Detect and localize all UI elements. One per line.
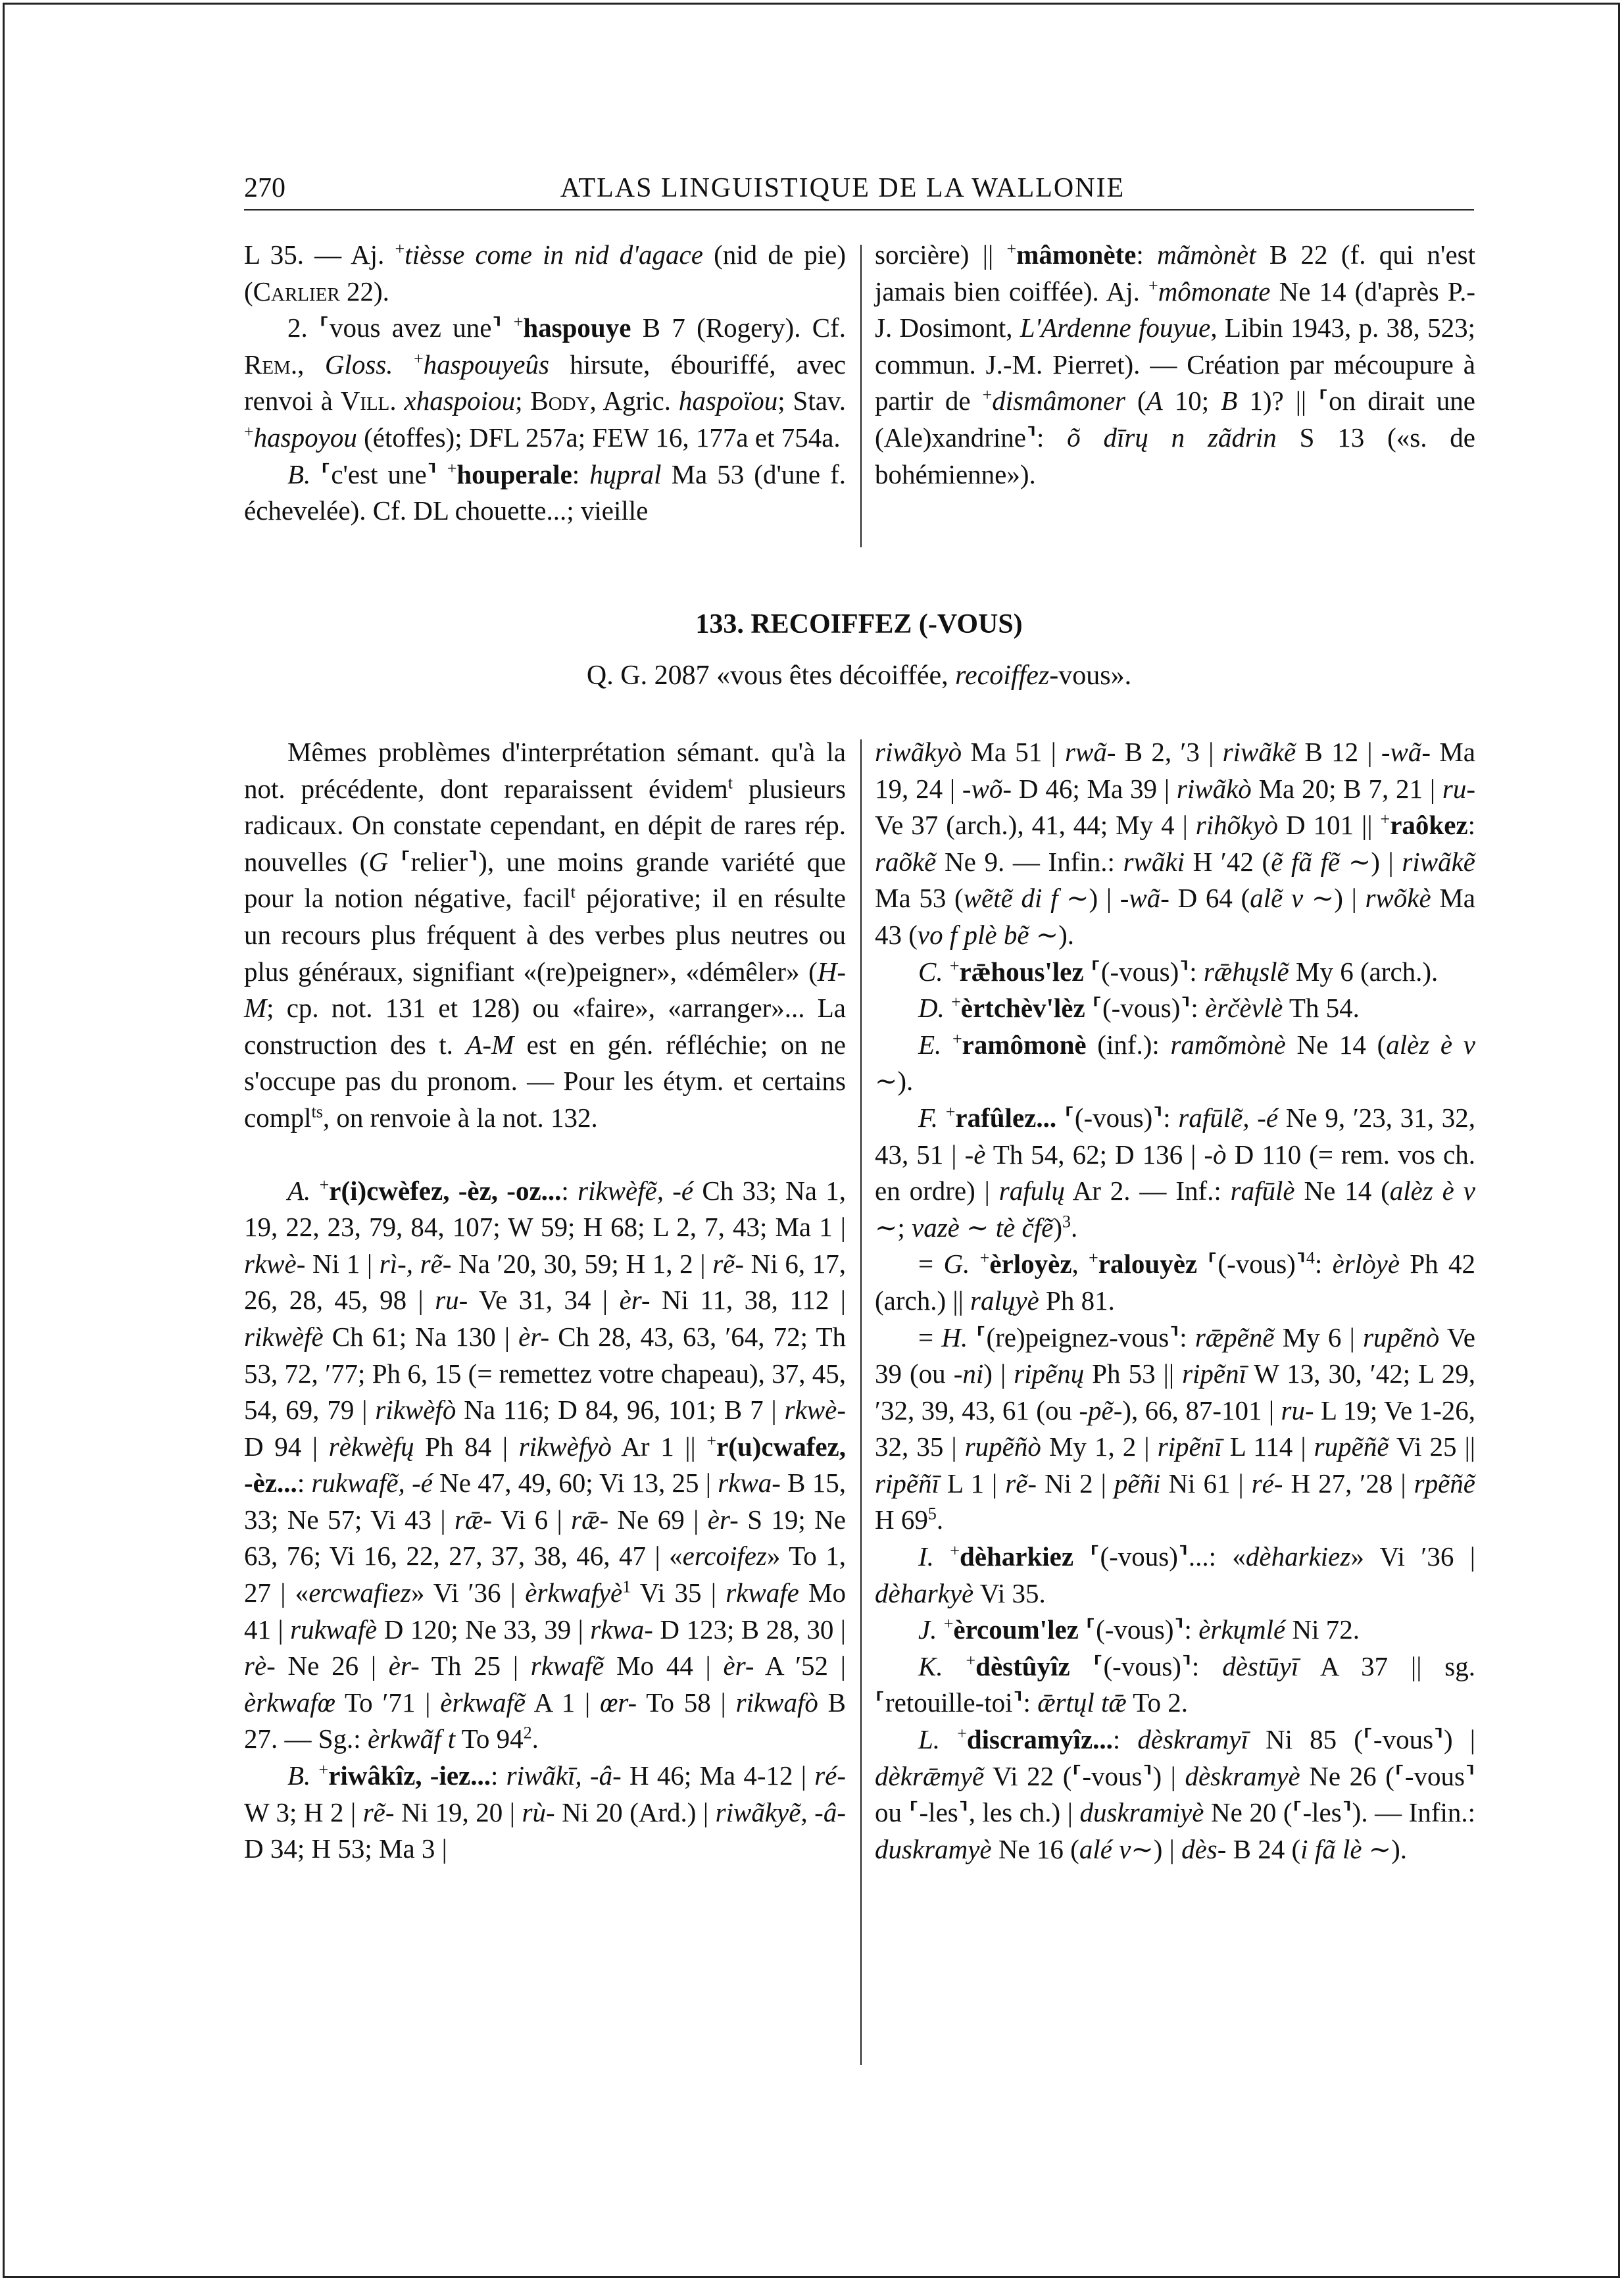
paragraph: 2. ⸢vous avez une⸣ +haspouye B 7 (Rogery). Cf. Rem., Gloss. +haspouyeûs hirsute, ébouriffé, avec renvoi à Vill. xhaspoiou; Body, Agric. haspoïou; Stav. +haspoyou (étoffes); DFL 257a; FEW 16, 177a et 754a. [244, 312, 847, 453]
paragraph: F. +rafûlez... ⸢(-vous)⸣: rafūlẽ, -é Ne 9, ′23, 31, 32, 43, 51 | -è Th 54, 62; D 136 | -ò D 110 (= rem. vos ch. en ordre) | rafulų Ar 2. — Inf.: rafūlè Ne 14 (alèz è v ∼; vazè ∼ tè čfẽ)$^3$. [875, 1102, 1476, 1243]
column-divider-top [860, 245, 862, 547]
bottom-left-column [244, 734, 846, 1868]
paragraph: K. +dèstûyîz ⸢(-vous)⸣: dèstūyī A 37 || sg. ⸢retouille-toi⸣: ǣrtųl tǣ To 2. [875, 1650, 1475, 1718]
paragraph: I. +dèharkiez ⸢(-vous)⸣...: «dèharkiez» Vi ′36 | dèharkyè Vi 35. [875, 1541, 1475, 1608]
page-header [244, 172, 1441, 212]
top-left-column [244, 237, 846, 530]
paragraph: sorcière) || +mâmonète: mãmònèt B 22 (f. qui n'est jamais bien coiffée). Aj. +mômonate Ne 14 (d'après P.-J. Dosimont, L'Ardenne fouyue, Libin 1943, p. 38, 523; commun. J.-M. Pierret). — Création par mécoupure à partir de +dismâmoner (A 10; B 1)? || ⸢on dirait une (Ale)xandrine⸣: õ dīrų n zãdrin S 13 («s. de bohémienne»). [875, 239, 1475, 489]
paragraph: E. +ramômonè (inf.): ramõmònè Ne 14 (alèz è v ∼). [875, 1029, 1475, 1097]
paragraph: B. ⸢c'est une⸣ +houperale: hųpral Ma 53 (d'une f. échevelée). Cf. DL chouette...; vieille [244, 458, 846, 526]
paragraph: J. +èrcoum'lez ⸢(-vous)⸣: èrkųmlé Ni 72. [918, 1614, 1360, 1645]
paragraph: L 35. — Aj. +tièsse come in nid d'agace (nid de pie) (Carlier 22). [244, 239, 846, 307]
paragraph: Mêmes problèmes d'interprétation sémant. qu'à la not. précédente, dont reparaissent évidem$^t$ plusieurs radicaux. On constate cependant, en dépit de rares rép. nouvelles (G ⸢relier⸣), une moins grande variété que pour la notion négative, facil$^t$ péjorative; il en résulte un recours plus fréquent à des verbes plus neutres ou plus généraux, signifiant «(re)peigner», «démêler» (H-M; cp. not. 131 et 128) ou «faire», «arranger»... La construction des t. A-M est en gén. réfléchie; on ne s'occupe pas du pronom. — Pour les étym. et certains compl$^{ts}$, on renvoie à la not. 132. [244, 737, 847, 1133]
paragraph: D. +èrtchèv'lèz ⸢(-vous)⸣: èrčèvlè Th 54. [918, 992, 1360, 1024]
column-divider-bottom [860, 739, 862, 2065]
running-title: ATLAS LINGUISTIQUE DE LA WALLONIE [560, 173, 1125, 203]
paragraph: L. +discramyîz...: dèskramyī Ni 85 (⸢-vous⸣) | dèkrǣmyẽ Vi 22 (⸢-vous⸣) | dèskramyè Ne 26 (⸢-vous⸣ ou ⸢-les⸣, les ch.) | duskramiyè Ne 20 (⸢-les⸣). — Infin.: duskramyè Ne 16 (alé v∼) | dès- B 24 (i fã lè ∼). [875, 1724, 1476, 1864]
paragraph: riwãkyò Ma 51 | rwã- B 2, ′3 | riwãkẽ B 12 | -wã- Ma 19, 24 | -wõ- D 46; Ma 39 | riwãkò Ma 20; B 7, 21 | ru- Ve 37 (arch.), 41, 44; My 4 | rihõkyò D 101 || +raôkez: raõkẽ Ne 9. — Infin.: rwãki H ′42 (ẽ fã fẽ ∼) | riwãkẽ Ma 53 (wẽtẽ di f ∼) | -wã- D 64 (alẽ v ∼) | rwõkè Ma 43 (vo f plè bẽ ∼). [875, 737, 1476, 950]
paragraph: = H. ⸢(re)peignez-vous⸣: rǣpẽnẽ My 6 | rupẽnò Ve 39 (ou -ni) | ripẽnų Ph 53 || ripẽnī W 13, 30, ′42; L 29, ′32, 39, 43, 61 (ou -pẽ-), 66, 87-101 | ru- L 19; Ve 1-26, 32, 35 | rupẽñò My 1, 2 | ripẽnī L 114 | rupẽñẽ Vi 25 || ripẽñī L 1 | rẽ- Ni 2 | pẽñi Ni 61 | ré- H 27, ′28 | rpẽñẽ H $69^5$. [875, 1322, 1476, 1535]
header-rule [244, 209, 1474, 211]
paragraph: C. +rǣhous'lez ⸢(-vous)⸣: rǣhųslẽ My 6 (arch.). [918, 955, 1439, 987]
section-subtitle: Q. G. 2087 «vous êtes décoiffée, recoiffez-vous». [586, 660, 1132, 691]
section-title: 133. RECOIFFEZ (-VOUS) [695, 609, 1023, 639]
paragraph-gap [244, 1137, 846, 1173]
top-right-column [875, 237, 1475, 493]
paragraph: B. +riwâkîz, -iez...: riwãkī, -â- H 46; Ma 4-12 | ré- W 3; H 2 | rẽ- Ni 19, 20 | rù- Ni 20 (Ard.) | riwãkyẽ, -â- D 34; H 53; Ma 3 | [244, 1760, 847, 1864]
bottom-right-column [875, 734, 1475, 1868]
paragraph: = G. +èrloyèz, +ralouyèz ⸢(-vous)⸣$^4$: èrlòyè Ph 42 (arch.) || ralųyè Ph 81. [875, 1248, 1476, 1316]
page-number: 270 [244, 173, 285, 203]
paragraph: A. +r(i)cwèfez, -èz, -oz...: rikwèfẽ, -é Ch 33; Na 1, 19, 22, 23, 79, 84, 107; W 59; H 68; L 2, 7, 43; Ma 1 | rkwè- Ni 1 | rì-, rẽ- Na ′20, 30, 59; H 1, 2 | rẽ- Ni 6, 17, 26, 28, 45, 98 | ru- Ve 31, 34 | èr- Ni 11, 38, 112 | rikwèfè Ch 61; Na 130 | èr- Ch 28, 43, 63, ′64, 72; Th 53, 72, ′77; Ph 6, 15 (= remettez votre chapeau), 37, 45, 54, 69, 79 | rikwèfò Na 116; D 84, 96, 101; B 7 | rkwè- D 94 | rèkwèfų Ph 84 | rikwèfyò Ar 1 || +r(u)cwafez, -èz...: rukwafẽ, -é Ne 47, 49, 60; Vi 13, 25 | rkwa- B 15, 33; Ne 57; Vi 43 | rǣ- Vi 6 | rǣ- Ne 69 | èr- S 19; Ne 63, 76; Vi 16, 22, 27, 37, 38, 46, 47 | «ercoifez» To 1, 27 | «ercwafiez» Vi ′36 | èrkwafyè$^1$ Vi 35 | rkwafe Mo 41 | rukwafè D 120; Ne 33, 39 | rkwa- D 123; B 28, 30 | rè- Ne 26 | èr- Th 25 | rkwafẽ Mo 44 | èr- A ′52 | èrkwafœ To ′71 | èrkwafẽ A 1 | œr- To 58 | rikwafò B 27. — Sg.: èrkwãf t To $94^2$. [244, 1174, 847, 1754]
